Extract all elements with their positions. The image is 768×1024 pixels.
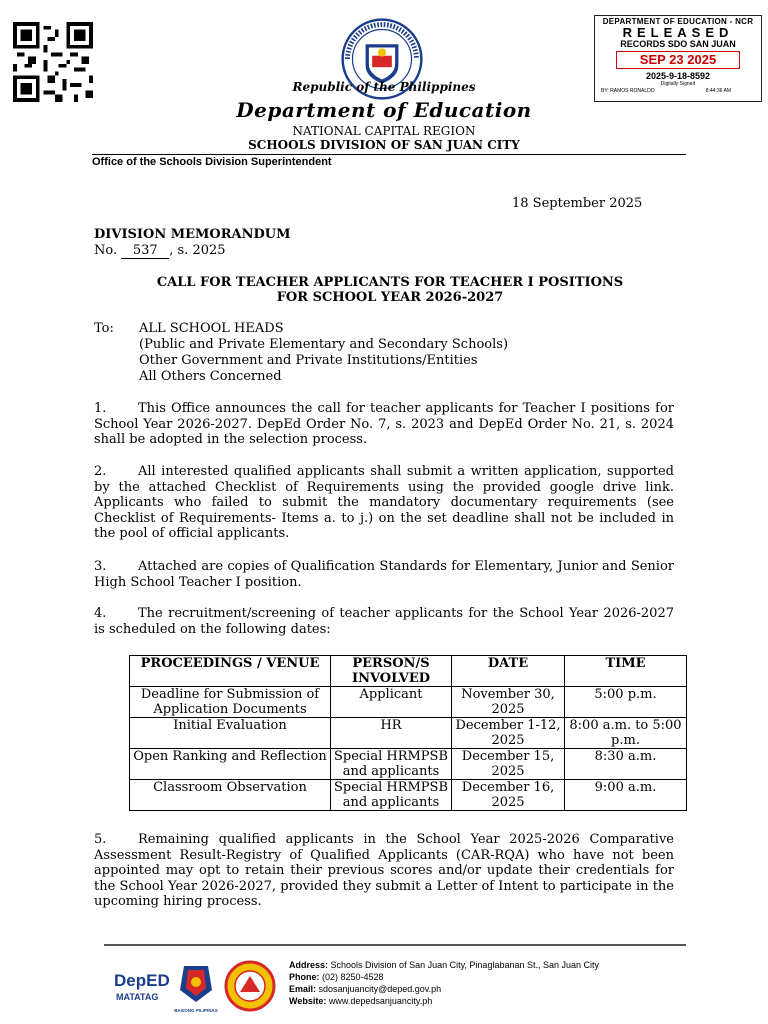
- table-cell: 5:00 p.m.: [565, 687, 687, 718]
- phone-value: (02) 8250-4528: [322, 972, 384, 982]
- table-row: [130, 687, 687, 718]
- email-value: sdosanjuancity@deped.gov.ph: [318, 984, 442, 994]
- memo-title-line2: FOR SCHOOL YEAR 2026-2027: [276, 290, 504, 305]
- deped-matatag-logo: [114, 971, 170, 1002]
- table-cell: Applicant: [331, 687, 452, 718]
- table-cell: Deadline for Submission of Application Documents: [130, 687, 331, 718]
- table-row: [130, 780, 687, 811]
- footer-address: [289, 959, 599, 971]
- table-cell: December 16, 2025: [452, 780, 565, 811]
- paragraph-1: [94, 401, 674, 448]
- department-heading: Department of Education: [236, 98, 532, 122]
- table-cell: 8:00 a.m. to 5:00 p.m.: [565, 718, 687, 749]
- website-label: Website:: [289, 996, 327, 1006]
- region-heading: NATIONAL CAPITAL REGION: [292, 124, 476, 138]
- bagong-pilipinas-logo: [174, 966, 218, 1013]
- column-header: PERSON/S INVOLVED: [331, 656, 452, 687]
- paragraph-text: Attached are copies of Qualification Standards for Elementary, Junior and Senior High School Teacher I position.: [94, 559, 674, 590]
- division-heading: SCHOOLS DIVISION OF SAN JUAN CITY: [248, 138, 520, 152]
- table-cell: HR: [331, 718, 452, 749]
- to-label: To:: [94, 321, 114, 336]
- paragraph-text: All interested qualified applicants shall submit a written application, supported by the attached Checklist of Requirements using the provided google drive link. Applicants who failed to submit the mandatory documentary requirements (see Checklist of Requirements- Items a. to j.) on the set deadline shall not be included in the pool of official applicants.: [94, 464, 674, 541]
- sdo-san-juan-seal-icon: [226, 962, 274, 1010]
- paragraph-3: [94, 559, 674, 590]
- stamp-records: RECORDS SDO SAN JUAN: [620, 39, 736, 49]
- address-value: Schools Division of San Juan City, Pinaglabanan St., San Juan City: [330, 960, 600, 970]
- paragraph-5: [94, 832, 674, 910]
- table-header-row: [130, 656, 687, 687]
- memo-number-line: [94, 243, 226, 259]
- schedule-table: [129, 655, 687, 811]
- paragraph-text: The recruitment/screening of teacher applicants for the School Year 2026-2027 is scheduled on the following dates:: [94, 606, 674, 637]
- table-cell: 9:00 a.m.: [565, 780, 687, 811]
- table-cell: December 1-12, 2025: [452, 718, 565, 749]
- recipient: ALL SCHOOL HEADS: [139, 321, 284, 336]
- stamp-office: DEPARTMENT OF EDUCATION - NCR: [602, 17, 754, 26]
- paragraph-text: Remaining qualified applicants in the School Year 2025-2026 Comparative Assessment Result-Registry of Qualified Applicants (CAR-RQA) who have not been appointed may opt to retain their previous scores and/or update their credentials for the School Year 2026-2027, provided they submit a Letter of Intent to participate in the upcoming hiring process.: [94, 832, 674, 909]
- table-cell: Open Ranking and Reflection: [130, 749, 331, 780]
- memo-title: [92, 275, 688, 305]
- footer-phone: [289, 971, 599, 983]
- address-label: Address:: [289, 960, 329, 970]
- memo-title-line1: CALL FOR TEACHER APPLICANTS FOR TEACHER I POSITIONS: [156, 275, 624, 290]
- paragraph-number: 3.: [94, 559, 107, 574]
- memo-date: 18 September 2025: [512, 196, 643, 211]
- table-cell: December 15, 2025: [452, 749, 565, 780]
- table-cell: Classroom Observation: [130, 780, 331, 811]
- logo-deped-text: DepED: [114, 971, 170, 990]
- footer-divider: [104, 944, 686, 946]
- phone-label: Phone:: [289, 972, 320, 982]
- stamp-status: RELEASED: [622, 25, 734, 40]
- website-value: www.depedsanjuancity.ph: [328, 996, 433, 1006]
- recipient: All Others Concerned: [139, 369, 282, 384]
- republic-heading: Republic of the Philippines: [292, 80, 476, 94]
- table-cell: Special HRMPSB and applicants: [331, 749, 452, 780]
- paragraph-2: [94, 464, 674, 542]
- column-header: TIME: [565, 656, 687, 687]
- office-name: Office of the Schools Division Superintendent: [92, 156, 332, 168]
- table-cell: November 30, 2025: [452, 687, 565, 718]
- stamp-by: BY: RAMOS RONALDO: [601, 88, 655, 94]
- table-row: [130, 718, 687, 749]
- table-cell: Special HRMPSB and applicants: [331, 780, 452, 811]
- recipients-list: [139, 321, 508, 385]
- footer-website: [289, 995, 599, 1007]
- table-cell: Initial Evaluation: [130, 718, 331, 749]
- stamp-time: 8:44:36 AM: [705, 88, 731, 94]
- paragraph-number: 5.: [94, 832, 107, 847]
- recipient: Other Government and Private Institutions/Entities: [139, 353, 478, 368]
- table-cell: 8:30 a.m.: [565, 749, 687, 780]
- email-label: Email:: [289, 984, 317, 994]
- paragraph-number: 4.: [94, 606, 107, 621]
- stamp-number: 2025-9-18-8592: [645, 71, 711, 81]
- memo-series: , s. 2025: [169, 243, 226, 258]
- stamp-date: SEP 23 2025: [616, 51, 740, 69]
- paragraph-text: This Office announces the call for teacher applicants for Teacher I positions for School Year 2026-2027. DepEd Order No. 7, s. 2023 and DepEd Order No. 21, s. 2024 shall be adopted in the selection process.: [94, 401, 674, 447]
- header-divider: [92, 154, 686, 155]
- paragraph-number: 2.: [94, 464, 107, 479]
- logo-matatag-text: MATATAG: [116, 992, 159, 1002]
- memo-number: 537: [121, 243, 169, 259]
- memo-no-prefix: No.: [94, 243, 118, 258]
- stamp-signed: Digitally Signed: [660, 81, 696, 87]
- footer-email: [289, 983, 599, 995]
- logo-bagong-text: BAGONG PILIPINAS: [174, 1008, 218, 1013]
- paragraph-4: [94, 606, 674, 637]
- column-header: PROCEEDINGS / VENUE: [130, 656, 331, 687]
- recipient: (Public and Private Elementary and Secondary Schools): [139, 337, 509, 352]
- table-row: [130, 749, 687, 780]
- memo-type: DIVISION MEMORANDUM: [94, 227, 291, 242]
- footer-contact: [289, 959, 599, 1007]
- paragraph-number: 1.: [94, 401, 107, 416]
- footer-logos: [112, 958, 282, 1018]
- column-header: DATE: [452, 656, 565, 687]
